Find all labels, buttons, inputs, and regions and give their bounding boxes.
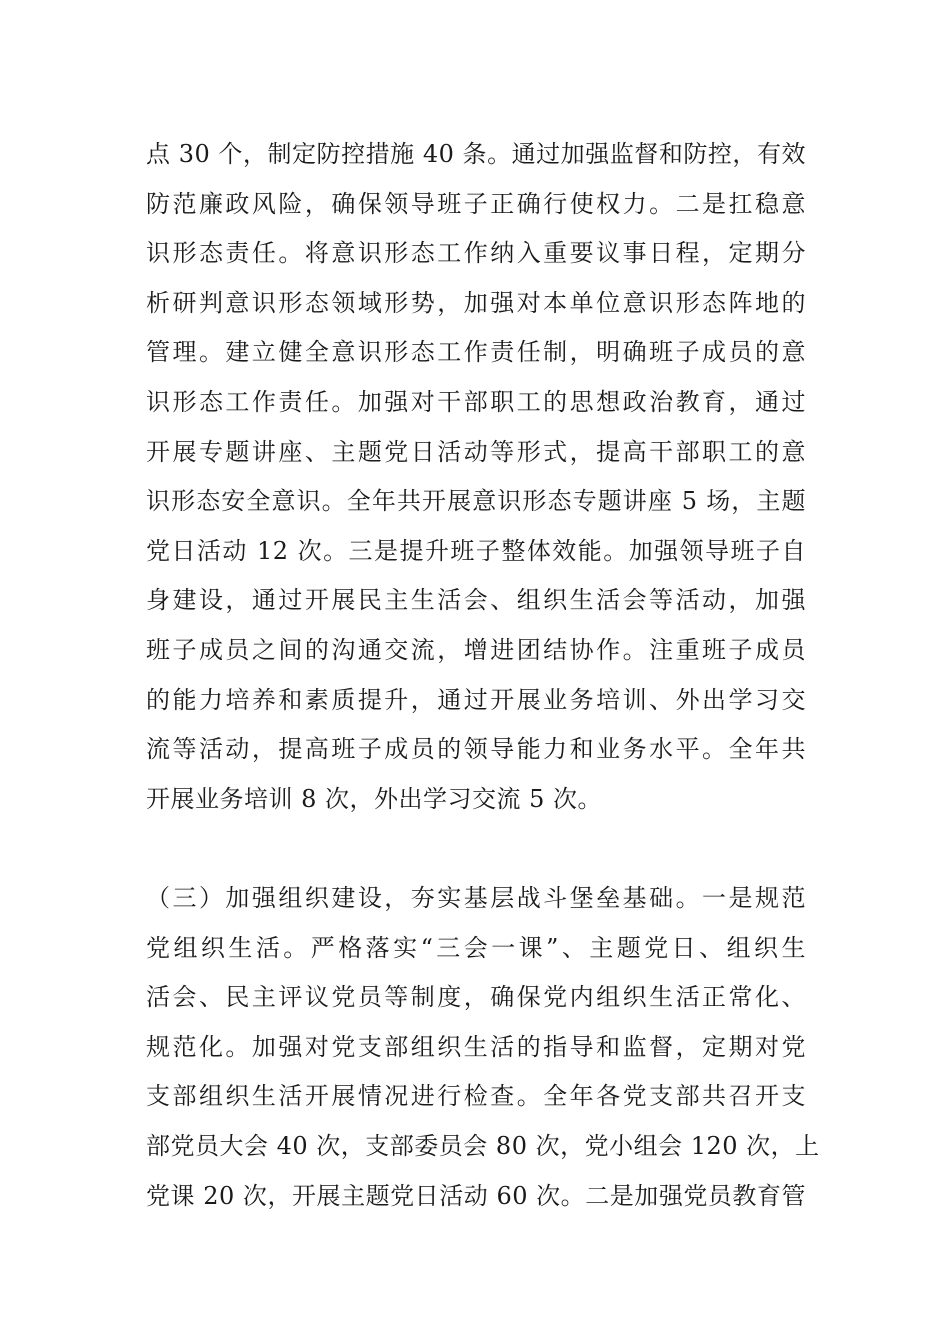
section-heading-line: （三）加强组织建设，夯实基层战斗堡垒基础。一是规范 [146,884,806,912]
text-line: 活会、民主评议党员等制度，确保党内组织生活正常化、 [146,983,806,1012]
text-line: 管理。建立健全意识形态工作责任制，明确班子成员的意 [146,338,806,367]
text-line: 开展专题讲座、主题党日活动等形式，提高干部职工的意 [146,437,806,466]
text-line: 党组织生活。严格落实“三会一课”、主题党日、组织生 [146,933,806,962]
text-line: 党课 20 次，开展主题党日活动 60 次。二是加强党员教育管 [146,1181,806,1210]
text-line: 点 30 个，制定防控措施 40 条。通过加强监督和防控，有效 [146,140,806,168]
text-line: 规范化。加强对党支部组织生活的指导和监督，定期对党 [146,1032,806,1061]
text-line: 的能力培养和素质提升，通过开展业务培训、外出学习交 [146,685,806,714]
text-line: 支部组织生活开展情况进行检查。全年各党支部共召开支 [146,1082,806,1111]
text-line: 流等活动，提高班子成员的领导能力和业务水平。全年共 [146,735,806,764]
text-line: 识形态安全意识。全年共开展意识形态专题讲座 5 场，主题 [146,487,806,516]
text-line: 部党员大会 40 次，支部委员会 80 次，党小组会 120 次，上 [146,1131,820,1160]
text-line: 身建设，通过开展民主生活会、组织生活会等活动，加强 [146,586,806,615]
text-line: 防范廉政风险，确保领导班子正确行使权力。二是扛稳意 [146,189,806,218]
body-paragraph-2 [146,874,820,1221]
body-paragraph-1 [146,130,806,824]
text-line: 班子成员之间的沟通交流，增进团结协作。注重班子成员 [146,635,806,664]
text-line: 开展业务培训 8 次，外出学习交流 5 次。 [146,784,603,813]
text-line: 党日活动 12 次。三是提升班子整体效能。加强领导班子自 [146,536,806,565]
text-line: 识形态工作责任。加强对干部职工的思想政治教育，通过 [146,387,806,416]
text-line: 析研判意识形态领域形势，加强对本单位意识形态阵地的 [146,288,806,317]
text-line: 识形态责任。将意识形态工作纳入重要议事日程，定期分 [146,239,806,268]
